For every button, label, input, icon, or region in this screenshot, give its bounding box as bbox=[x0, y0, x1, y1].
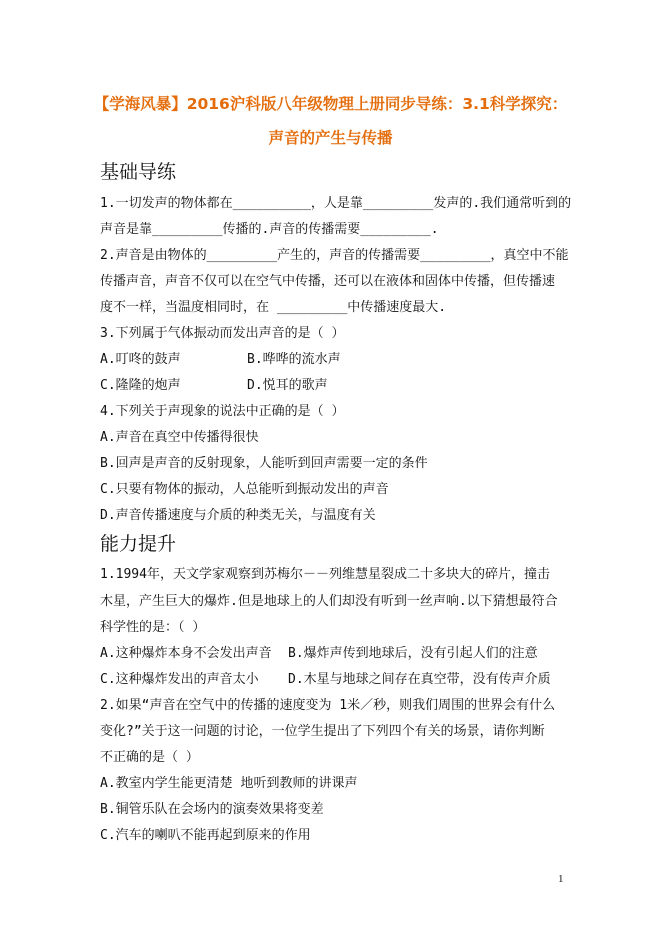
page-number: 1 bbox=[558, 873, 564, 885]
option-c: C.只要有物体的振动，人总能听到振动发出的声音 bbox=[100, 482, 389, 497]
option-d: D.木星与地球之间存在真空带，没有传声介质 bbox=[288, 672, 551, 687]
option-c: C.这种爆炸发出的声音太小 bbox=[100, 672, 259, 687]
question-text: 4.下列关于声现象的说法中正确的是（ ） bbox=[100, 404, 345, 419]
question-text: 1.一切发声的物体都在__________，人是靠_________发声的.我们通常听到的 bbox=[100, 196, 572, 211]
option-d: D.悦耳的歌声 bbox=[247, 378, 328, 393]
option-c: C.汽车的喇叭不能再起到原来的作用 bbox=[100, 828, 311, 843]
option-b: B.爆炸声传到地球后，没有引起人们的注意 bbox=[288, 646, 538, 661]
question-text: 3.下列属于气体振动而发出声音的是（ ） bbox=[100, 326, 345, 341]
document-title-line2: 声音的产生与传播 bbox=[268, 129, 393, 147]
option-b: B.回声是声音的反射现象，人能听到回声需要一定的条件 bbox=[100, 456, 428, 471]
option-d: D.声音传播速度与介质的种类无关，与温度有关 bbox=[100, 508, 376, 523]
section-heading-advanced: 能力提升 bbox=[100, 533, 177, 555]
option-a: A.这种爆炸本身不会发出声音 bbox=[100, 646, 272, 661]
option-b: B.铜管乐队在会场内的演奏效果将变差 bbox=[100, 802, 324, 817]
question-text: 度不一样，当温度相同时，在 _________中传播速度最大. bbox=[100, 300, 447, 315]
question-text: 科学性的是：（ ） bbox=[100, 620, 206, 635]
question-text: 1.1994年，天文学家观察到苏梅尔－－列维慧星裂成二十多块大的碎片，撞击 bbox=[100, 567, 550, 582]
question-text: 2.声音是由物体的_________产生的，声音的传播需要_________，真空中不能 bbox=[100, 248, 569, 263]
option-a: A.叮咚的鼓声 bbox=[100, 352, 181, 367]
option-b: B.哗哗的流水声 bbox=[247, 352, 341, 367]
question-text: 传播声音，声音不仅可以在空气中传播，还可以在液体和固体中传播，但传播速 bbox=[100, 274, 556, 289]
question-text: 不正确的是（ ） bbox=[100, 750, 199, 765]
question-text: 变化?”关于这一问题的讨论，一位学生提出了下列四个有关的场景，请你判断 bbox=[100, 724, 545, 739]
option-a: A.教室内学生能更清楚 地听到教师的讲课声 bbox=[100, 776, 358, 791]
question-text: 2.如果“声音在空气中的传播的速度变为 1米／秒，则我们周围的世界会有什么 bbox=[100, 698, 556, 713]
option-a: A.声音在真空中传播得很快 bbox=[100, 430, 259, 445]
document-title-line1: 【学海风暴】2016沪科版八年级物理上册同步导练：3.1科学探究： bbox=[93, 95, 568, 113]
question-text: 声音是靠_________传播的.声音的传播需要_________. bbox=[100, 222, 439, 237]
question-text: 木星，产生巨大的爆炸.但是地球上的人们却没有听到一丝声响.以下猜想最符合 bbox=[100, 594, 558, 609]
section-heading-basic: 基础导练 bbox=[100, 161, 177, 183]
option-c: C.隆隆的炮声 bbox=[100, 378, 181, 393]
